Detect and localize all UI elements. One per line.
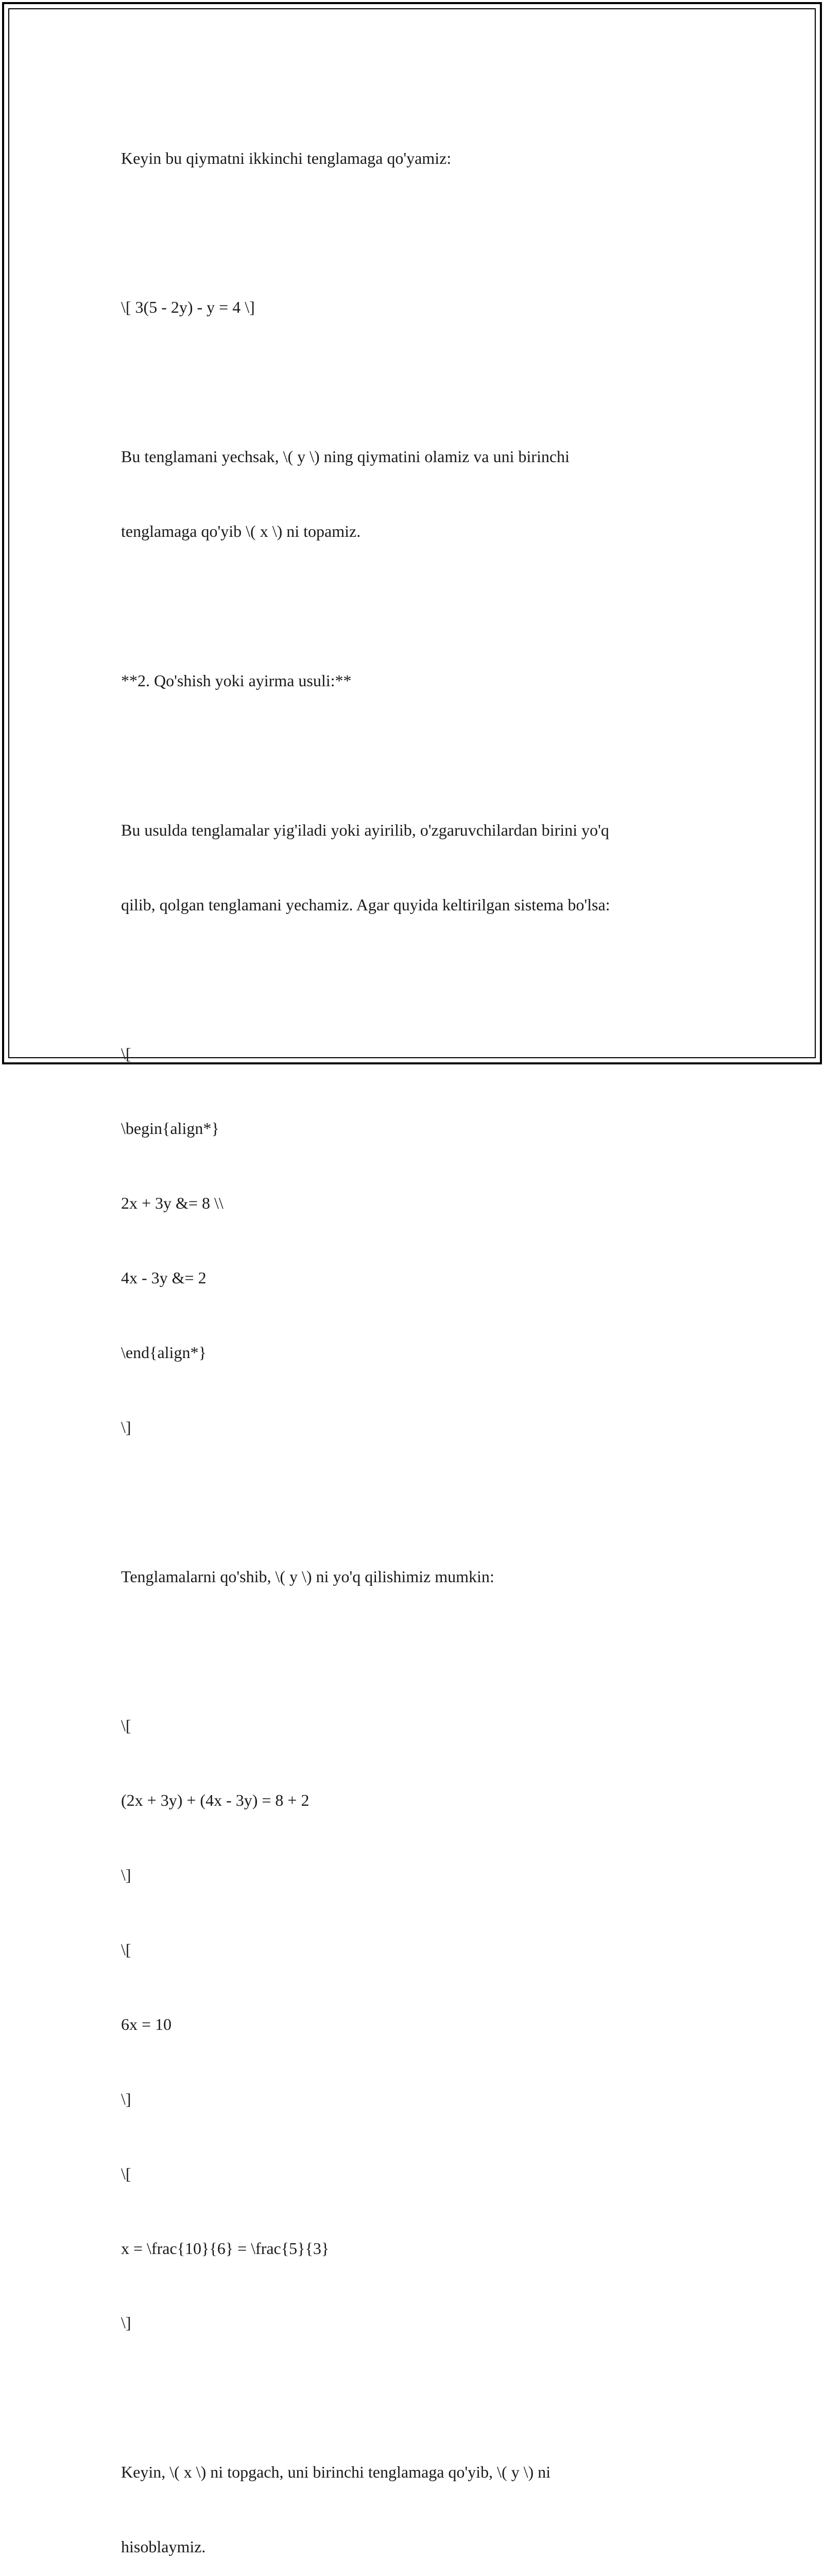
equation-line: 6x = 10: [121, 2014, 172, 2033]
text-line: Keyin, \( x \) ni topgach, uni birinchi tenglamaga qo'yib, \( y \) ni: [121, 2463, 551, 2482]
equation-line: (2x + 3y) + (4x - 3y) = 8 + 2: [121, 1791, 310, 1810]
text-line: qilib, qolgan tenglamani yechamiz. Agar quyida keltirilgan sistema bo'lsa:: [121, 895, 610, 914]
blank-line: [121, 594, 718, 618]
blank-line: [121, 220, 718, 245]
equation-line: \]: [121, 2089, 131, 2108]
text-line: Bu tenglamani yechsak, \( y \) ning qiymatini olamiz va uni birinchi: [121, 447, 570, 466]
blank-line: [121, 743, 718, 768]
blank-line: [121, 2385, 718, 2410]
equation-line: \]: [121, 2313, 131, 2332]
document-body: [121, 96, 718, 2576]
equation-line: 2x + 3y &= 8 \\: [121, 1194, 224, 1213]
text-line: Tenglamalarni qo'shib, \( y \) ni yo'q qilishimiz mumkin:: [121, 1567, 494, 1586]
equation-line: x = \frac{10}{6} = \frac{5}{3}: [121, 2239, 330, 2258]
equation-line: \[: [121, 1716, 131, 1735]
equation-line: \[: [121, 2164, 131, 2183]
equation-line: \]: [121, 1417, 131, 1436]
text-line: Bu usulda tenglamalar yig'iladi yoki ayirilib, o'zgaruvchilardan birini yo'q: [121, 820, 609, 839]
equation-line: \[: [121, 1044, 131, 1063]
equation-line: \[: [121, 1940, 131, 1959]
equation-line: 4x - 3y &= 2: [121, 1268, 207, 1287]
equation-line: \]: [121, 1866, 131, 1885]
equation-line: \[ 3(5 - 2y) - y = 4 \]: [121, 298, 255, 317]
text-line: tenglamaga qo'yib \( x \) ni topamiz.: [121, 522, 361, 541]
blank-line: [121, 369, 718, 394]
text-line: Keyin bu qiymatni ikkinchi tenglamaga qo'yamiz:: [121, 148, 452, 167]
blank-line: [121, 967, 718, 991]
section-heading: **2. Qo'shish yoki ayirma usuli:**: [121, 671, 352, 690]
equation-line: \begin{align*}: [121, 1119, 219, 1138]
blank-line: [121, 1489, 718, 1514]
text-line: hisoblaymiz.: [121, 2537, 206, 2556]
blank-line: [121, 1638, 718, 1663]
equation-line: \end{align*}: [121, 1343, 207, 1362]
